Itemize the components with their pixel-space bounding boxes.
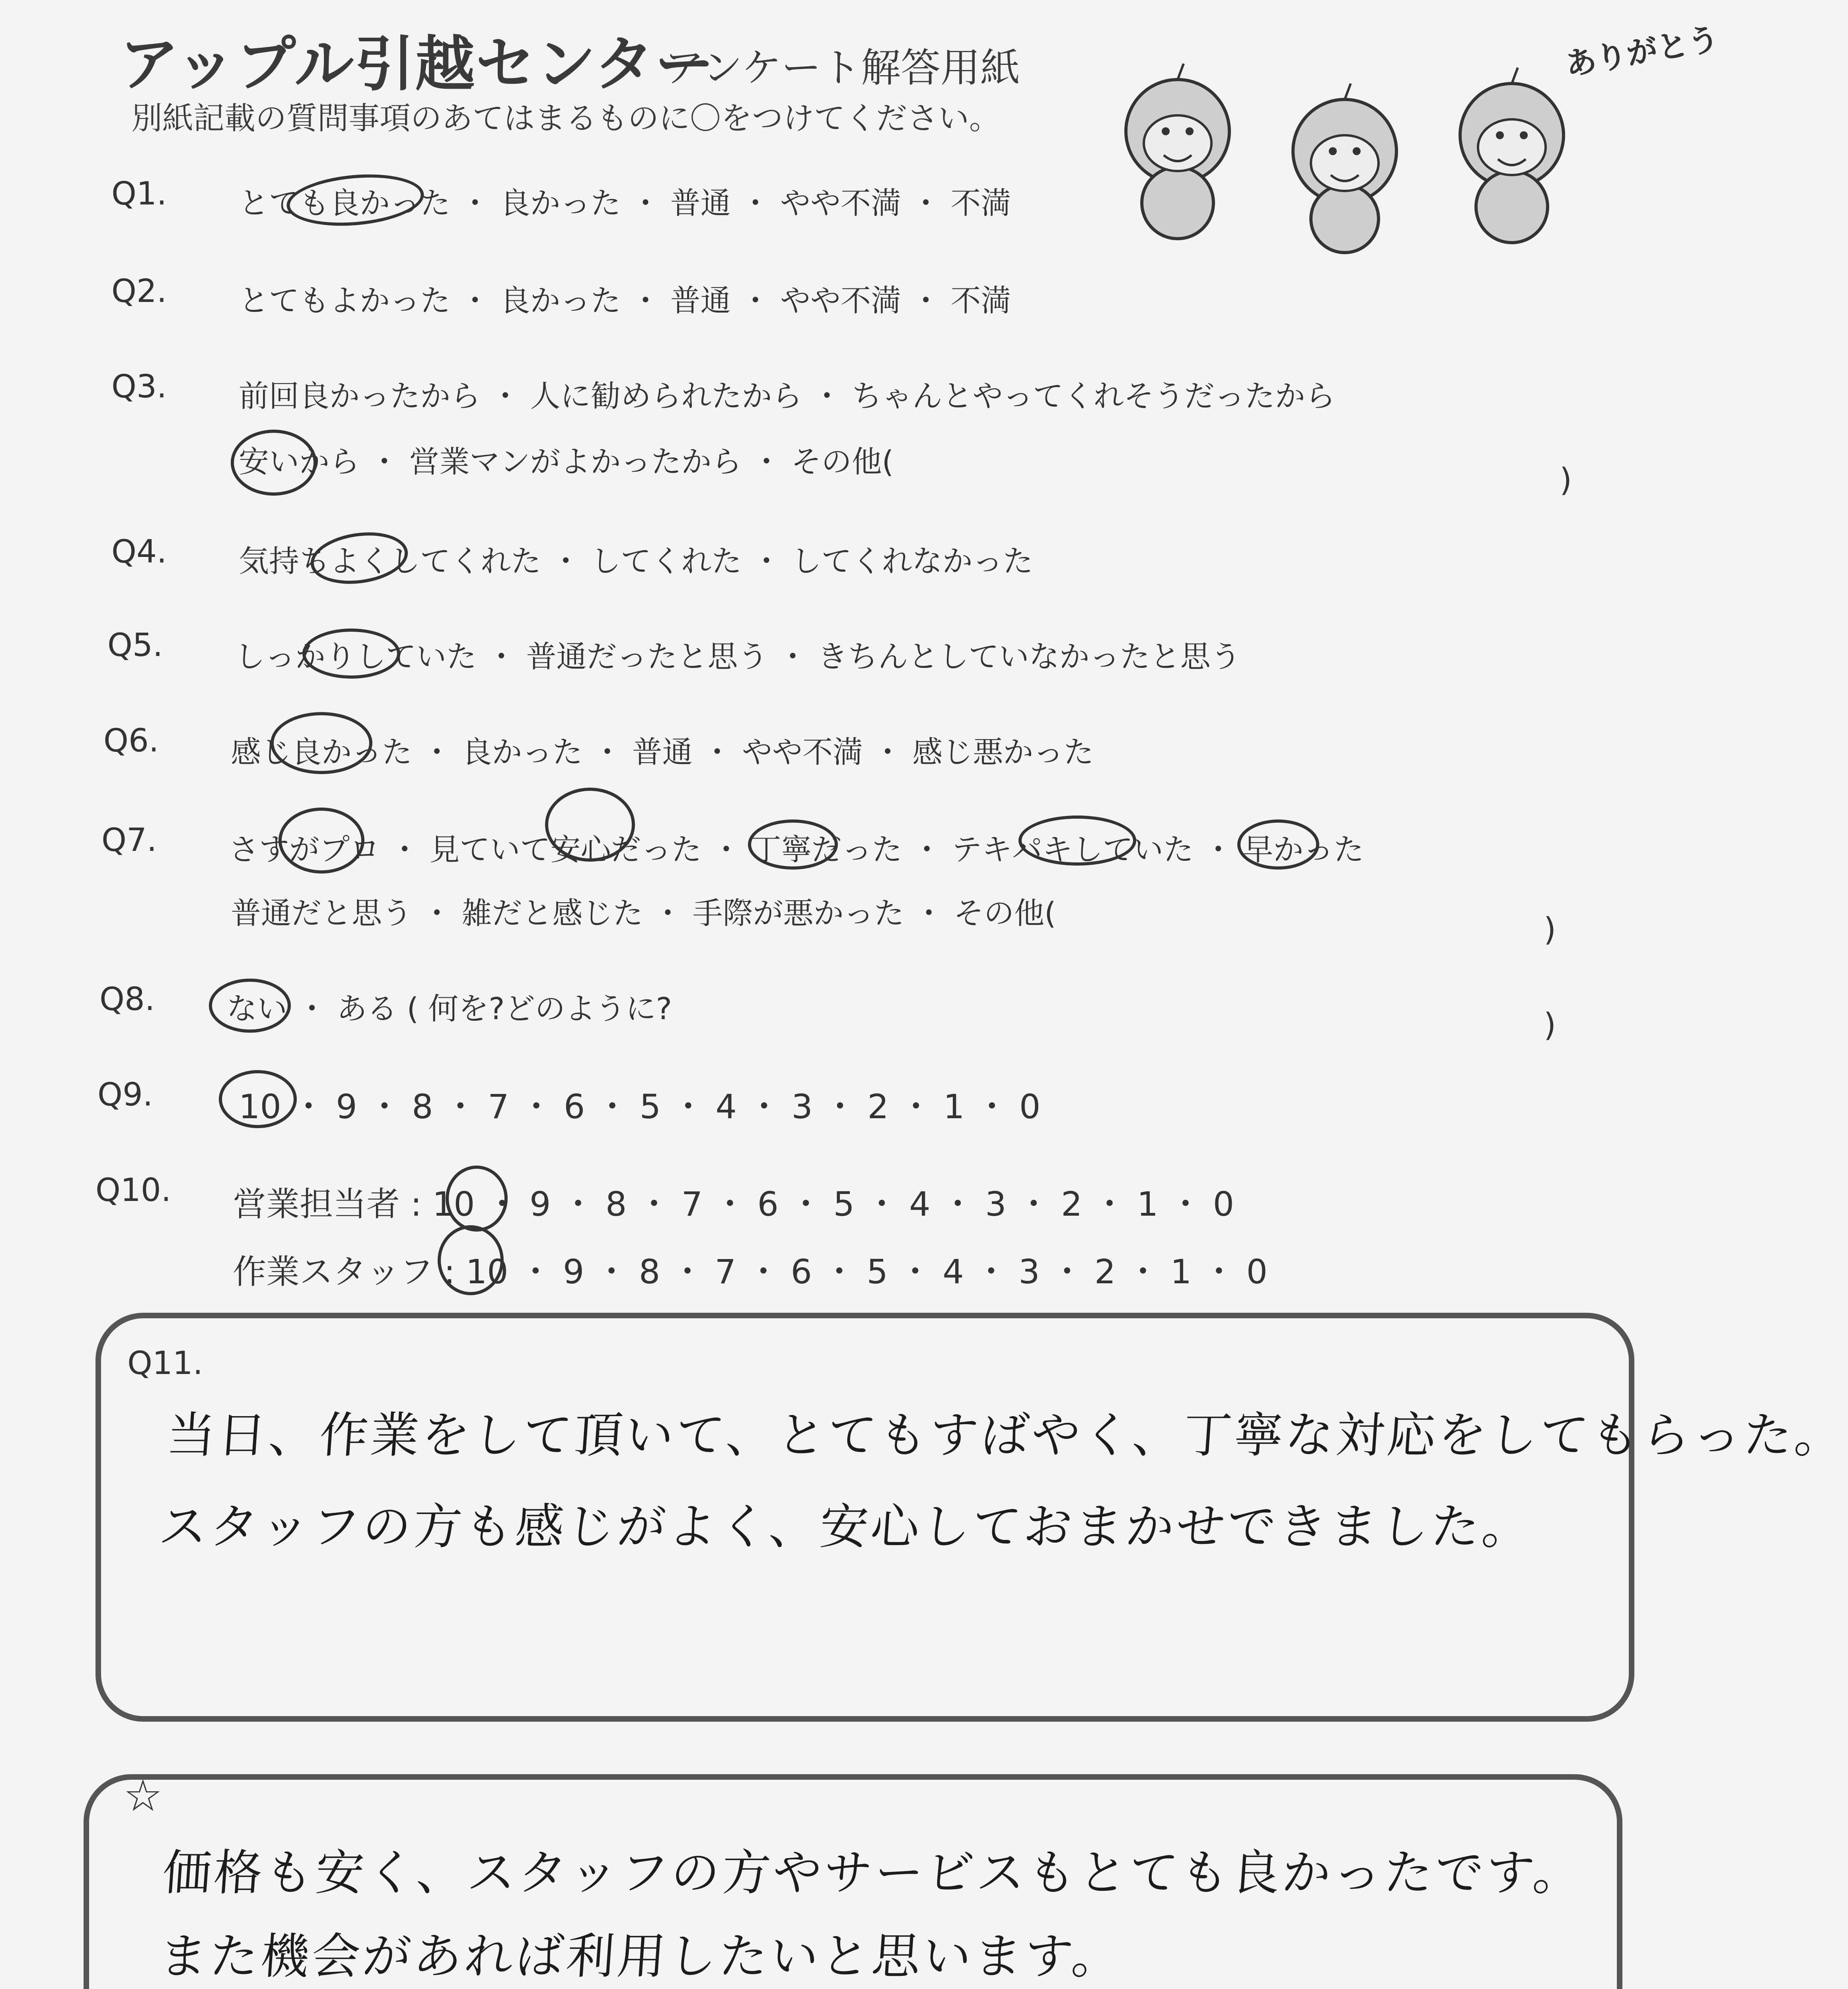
q10-sales-answer-mark [446, 1166, 508, 1232]
q5-answer-mark [302, 629, 400, 679]
company-title: アップル引越センター [119, 30, 715, 99]
q7-mark-pro [278, 808, 364, 874]
q10-label: Q10. [95, 1172, 171, 1209]
comment-handwriting-line2: また機会があれば利用したいと思います。 [157, 1928, 1125, 1985]
q3-label: Q3. [111, 368, 167, 405]
q8-close-paren: ) [1544, 1006, 1556, 1043]
q7-close-paren: ) [1544, 911, 1556, 948]
q8-answer-mark [209, 979, 291, 1033]
q3-close-paren: ) [1560, 461, 1572, 498]
q6-options: 感じ良かった ・ 良かった ・ 普通 ・ やや不満 ・ 感じ悪かった [231, 734, 1094, 770]
q5-options: しっかりしていた ・ 普通だったと思う ・ きちんとしていなかったと思う [235, 639, 1241, 674]
q7-options-line1: さすがプロ ・ 見ていて安心だった ・ 丁寧だった ・ テキパキしていた ・ 早かった [229, 832, 1364, 867]
form-subtitle: アンケート解答用紙 [664, 45, 1020, 91]
q11-handwriting-line2: スタッフの方も感じがよく、安心しておまかせできました。 [157, 1499, 1535, 1555]
instruction-text: 別紙記載の質問事項のあてはまるものに〇をつけてください。 [131, 101, 1001, 136]
q4-options: 気持ちよくしてくれた ・ してくれた ・ してくれなかった [239, 543, 1033, 579]
q6-answer-mark [271, 712, 372, 774]
q10-staff-scale: 作業スタッフ : 10 ・ 9 ・ 8 ・ 7 ・ 6 ・ 5 ・ 4 ・ 3 ・ 2 ・ 1 ・ 0 [233, 1252, 1268, 1291]
q8-options: ない ・ ある ( 何を?どのように? [227, 991, 672, 1026]
q2-options: とてもよかった ・ 良かった ・ 普通 ・ やや不満 ・ 不満 [239, 283, 1011, 318]
q1-label: Q1. [111, 175, 167, 212]
q11-label: Q11. [127, 1345, 203, 1382]
q7-mark-anshin [545, 788, 635, 862]
q5-label: Q5. [107, 627, 163, 664]
q3-options-line2: 安いから ・ 営業マンがよかったから ・ その他( [239, 444, 894, 479]
q2-label: Q2. [111, 272, 167, 309]
q6-label: Q6. [103, 722, 159, 759]
q11-handwriting-line1: 当日、作業をして頂いて、とてもすばやく、丁寧な対応をしてもらった。 [165, 1407, 1848, 1464]
q3-answer-mark [231, 430, 317, 496]
q9-scale: 10 ・ 9 ・ 8 ・ 7 ・ 6 ・ 5 ・ 4 ・ 3 ・ 2 ・ 1 ・ 0 [239, 1087, 1041, 1126]
q4-label: Q4. [111, 533, 167, 570]
q10-sales-scale: 営業担当者 : 10 ・ 9 ・ 8 ・ 7 ・ 6 ・ 5 ・ 4 ・ 3 ・ 2 ・ 1 ・ 0 [233, 1185, 1235, 1224]
q1-options: とても良かった ・ 良かった ・ 普通 ・ やや不満 ・ 不満 [239, 185, 1011, 221]
q7-mark-hayakatta [1237, 819, 1319, 870]
q7-label: Q7. [101, 821, 157, 858]
q7-options-line2: 普通だと思う ・ 雑だと感じた ・ 手際が悪かった ・ その他( [231, 895, 1056, 931]
star-icon: ☆ [123, 1770, 163, 1821]
q7-mark-tekipaki [1018, 815, 1136, 866]
q8-label: Q8. [99, 981, 155, 1018]
mascot-illustration [1098, 21, 1722, 255]
mascot-text: ありがとう [1562, 21, 1722, 83]
comment-handwriting-line1: 価格も安く、スタッフの方やサービスもとても良かったです。 [161, 1845, 1586, 1901]
q7-mark-teinei [748, 819, 838, 870]
q9-answer-mark [219, 1070, 297, 1128]
q3-options-line1: 前回良かったから ・ 人に勧められたから ・ ちゃんとやってくれそうだったから [239, 378, 1336, 414]
q10-staff-answer-mark [438, 1225, 504, 1295]
q9-label: Q9. [97, 1076, 153, 1113]
